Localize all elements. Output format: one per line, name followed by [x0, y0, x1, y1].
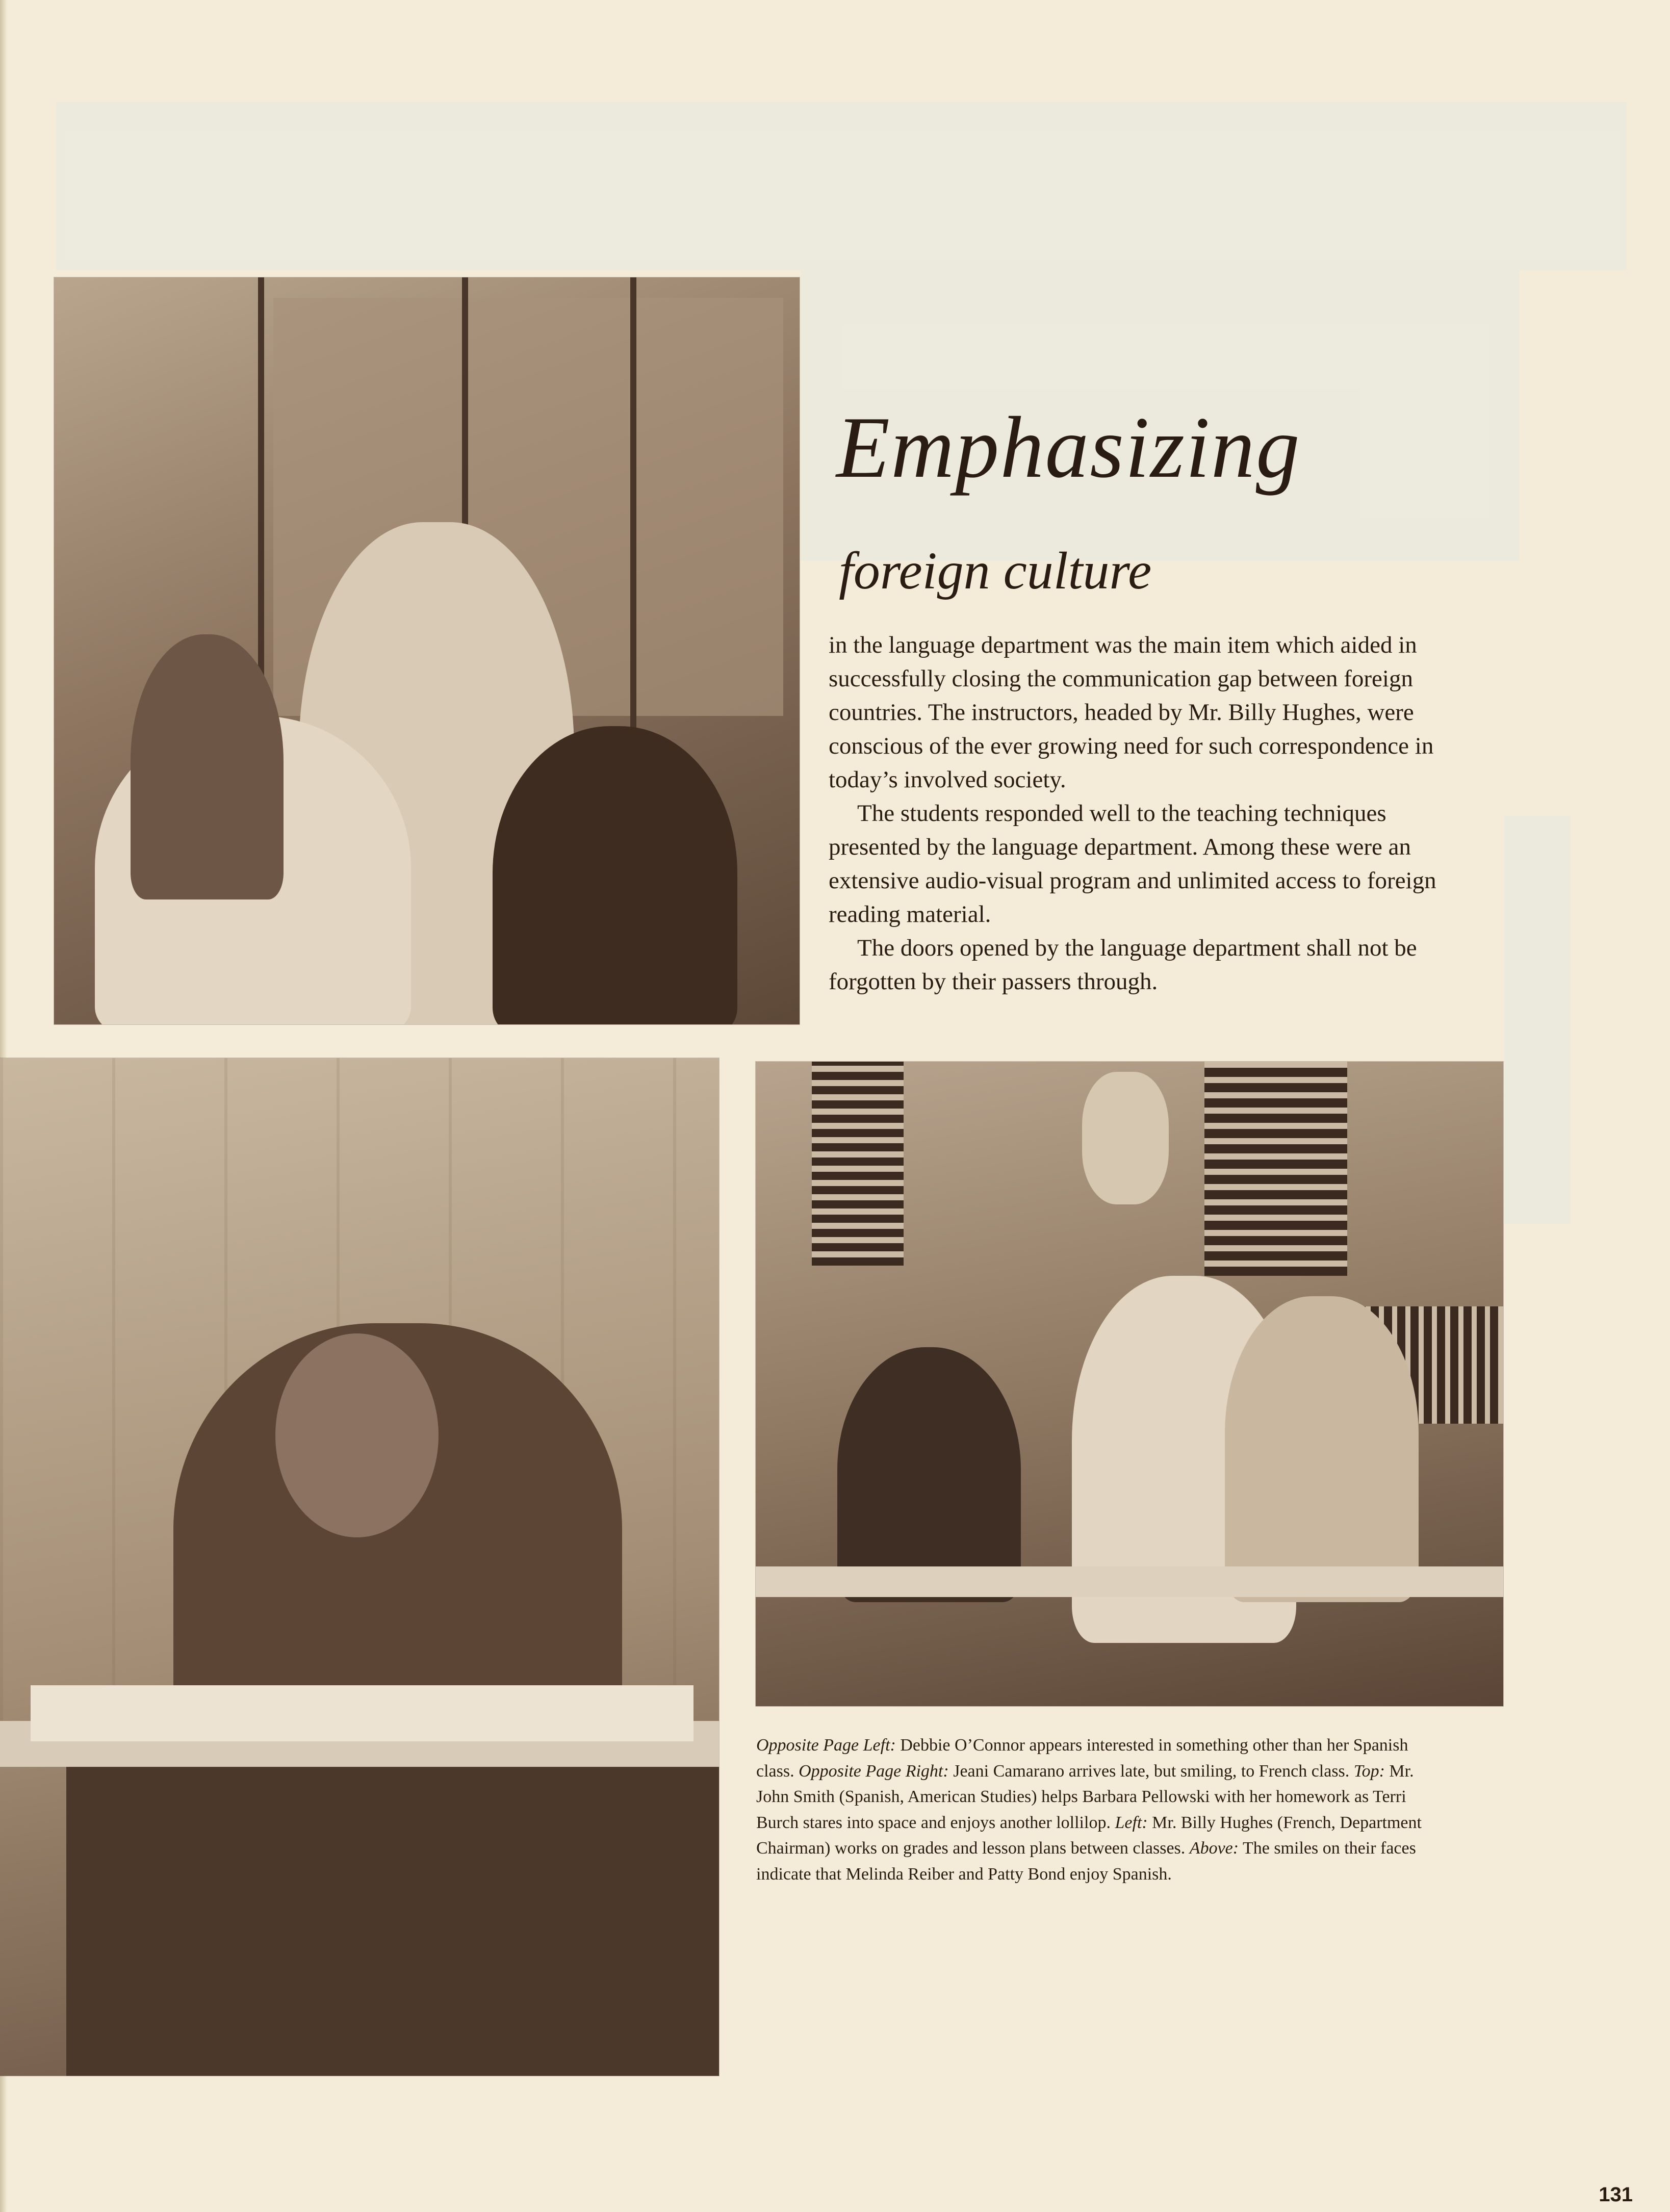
page-title: Emphasizing: [836, 399, 1301, 496]
student-figure-right: [493, 726, 737, 1024]
photo-right-students: [756, 1062, 1503, 1706]
show-through-block: [1504, 816, 1571, 1224]
woven-rug-wall-hanging: [812, 1062, 904, 1266]
caption-label: Opposite Page Right:: [799, 1761, 949, 1781]
page-number: 131: [1599, 2183, 1633, 2206]
woven-rug-wall-hanging: [1204, 1062, 1347, 1276]
student-figure-back: [837, 1347, 1021, 1602]
caption-label: Top:: [1353, 1761, 1385, 1781]
caption-text: Mr. Billy Hughes (French, Department Chairman) works on grades and lesson plans between classes.: [756, 1813, 1422, 1858]
caption-text: Mr. John Smith (Spanish, American Studies) helps Barbara Pellowski with her homework as Terri Burch stares into space and enjoys another lollilop.: [756, 1761, 1414, 1832]
photo-caption: [756, 1733, 1429, 1887]
caption-label: Opposite Page Left:: [756, 1736, 896, 1755]
article-paragraph: The doors opened by the language department shall not be forgotten by their passers through.: [829, 935, 1417, 995]
article-paragraph: in the language department was the main item which aided in successfully closing the communication gap between foreign countries. The instructors, headed by Mr. Billy Hughes, were conscious of the ever growing need for such correspondence in today’s involved society.: [829, 632, 1434, 793]
photo-top-classroom: [54, 277, 800, 1024]
classroom-desk: [756, 1566, 1503, 1597]
article-body: [829, 628, 1476, 998]
caption-text: The smiles on their faces indicate that Melinda Reiber and Patty Bond enjoy Spanish.: [756, 1839, 1416, 1884]
wall-panel-divider: [630, 277, 636, 736]
mask-wall-decoration: [1082, 1072, 1169, 1204]
photo-left-teacher-desk: [0, 1058, 719, 2076]
student-figure-right: [1225, 1296, 1419, 1602]
desk-body: [66, 1767, 719, 2076]
show-through-block: [56, 102, 1627, 270]
article-paragraph: The students responded well to the teaching techniques presented by the language department. Among these were an extensive audio-visual program and unlimited access to foreign reading material.: [829, 800, 1436, 928]
caption-label: Above:: [1189, 1839, 1239, 1858]
caption-text: Debbie O’Connor appears interested in something other than her Spanish class.: [756, 1736, 1408, 1781]
caption-label: Left:: [1115, 1813, 1148, 1832]
caption-text: Jeani Camarano arrives late, but smiling, to French class.: [948, 1761, 1354, 1781]
teacher-head: [275, 1333, 439, 1537]
desk-papers: [31, 1685, 693, 1741]
page-subtitle: foreign culture: [839, 542, 1152, 600]
student-figure-back: [131, 634, 284, 899]
